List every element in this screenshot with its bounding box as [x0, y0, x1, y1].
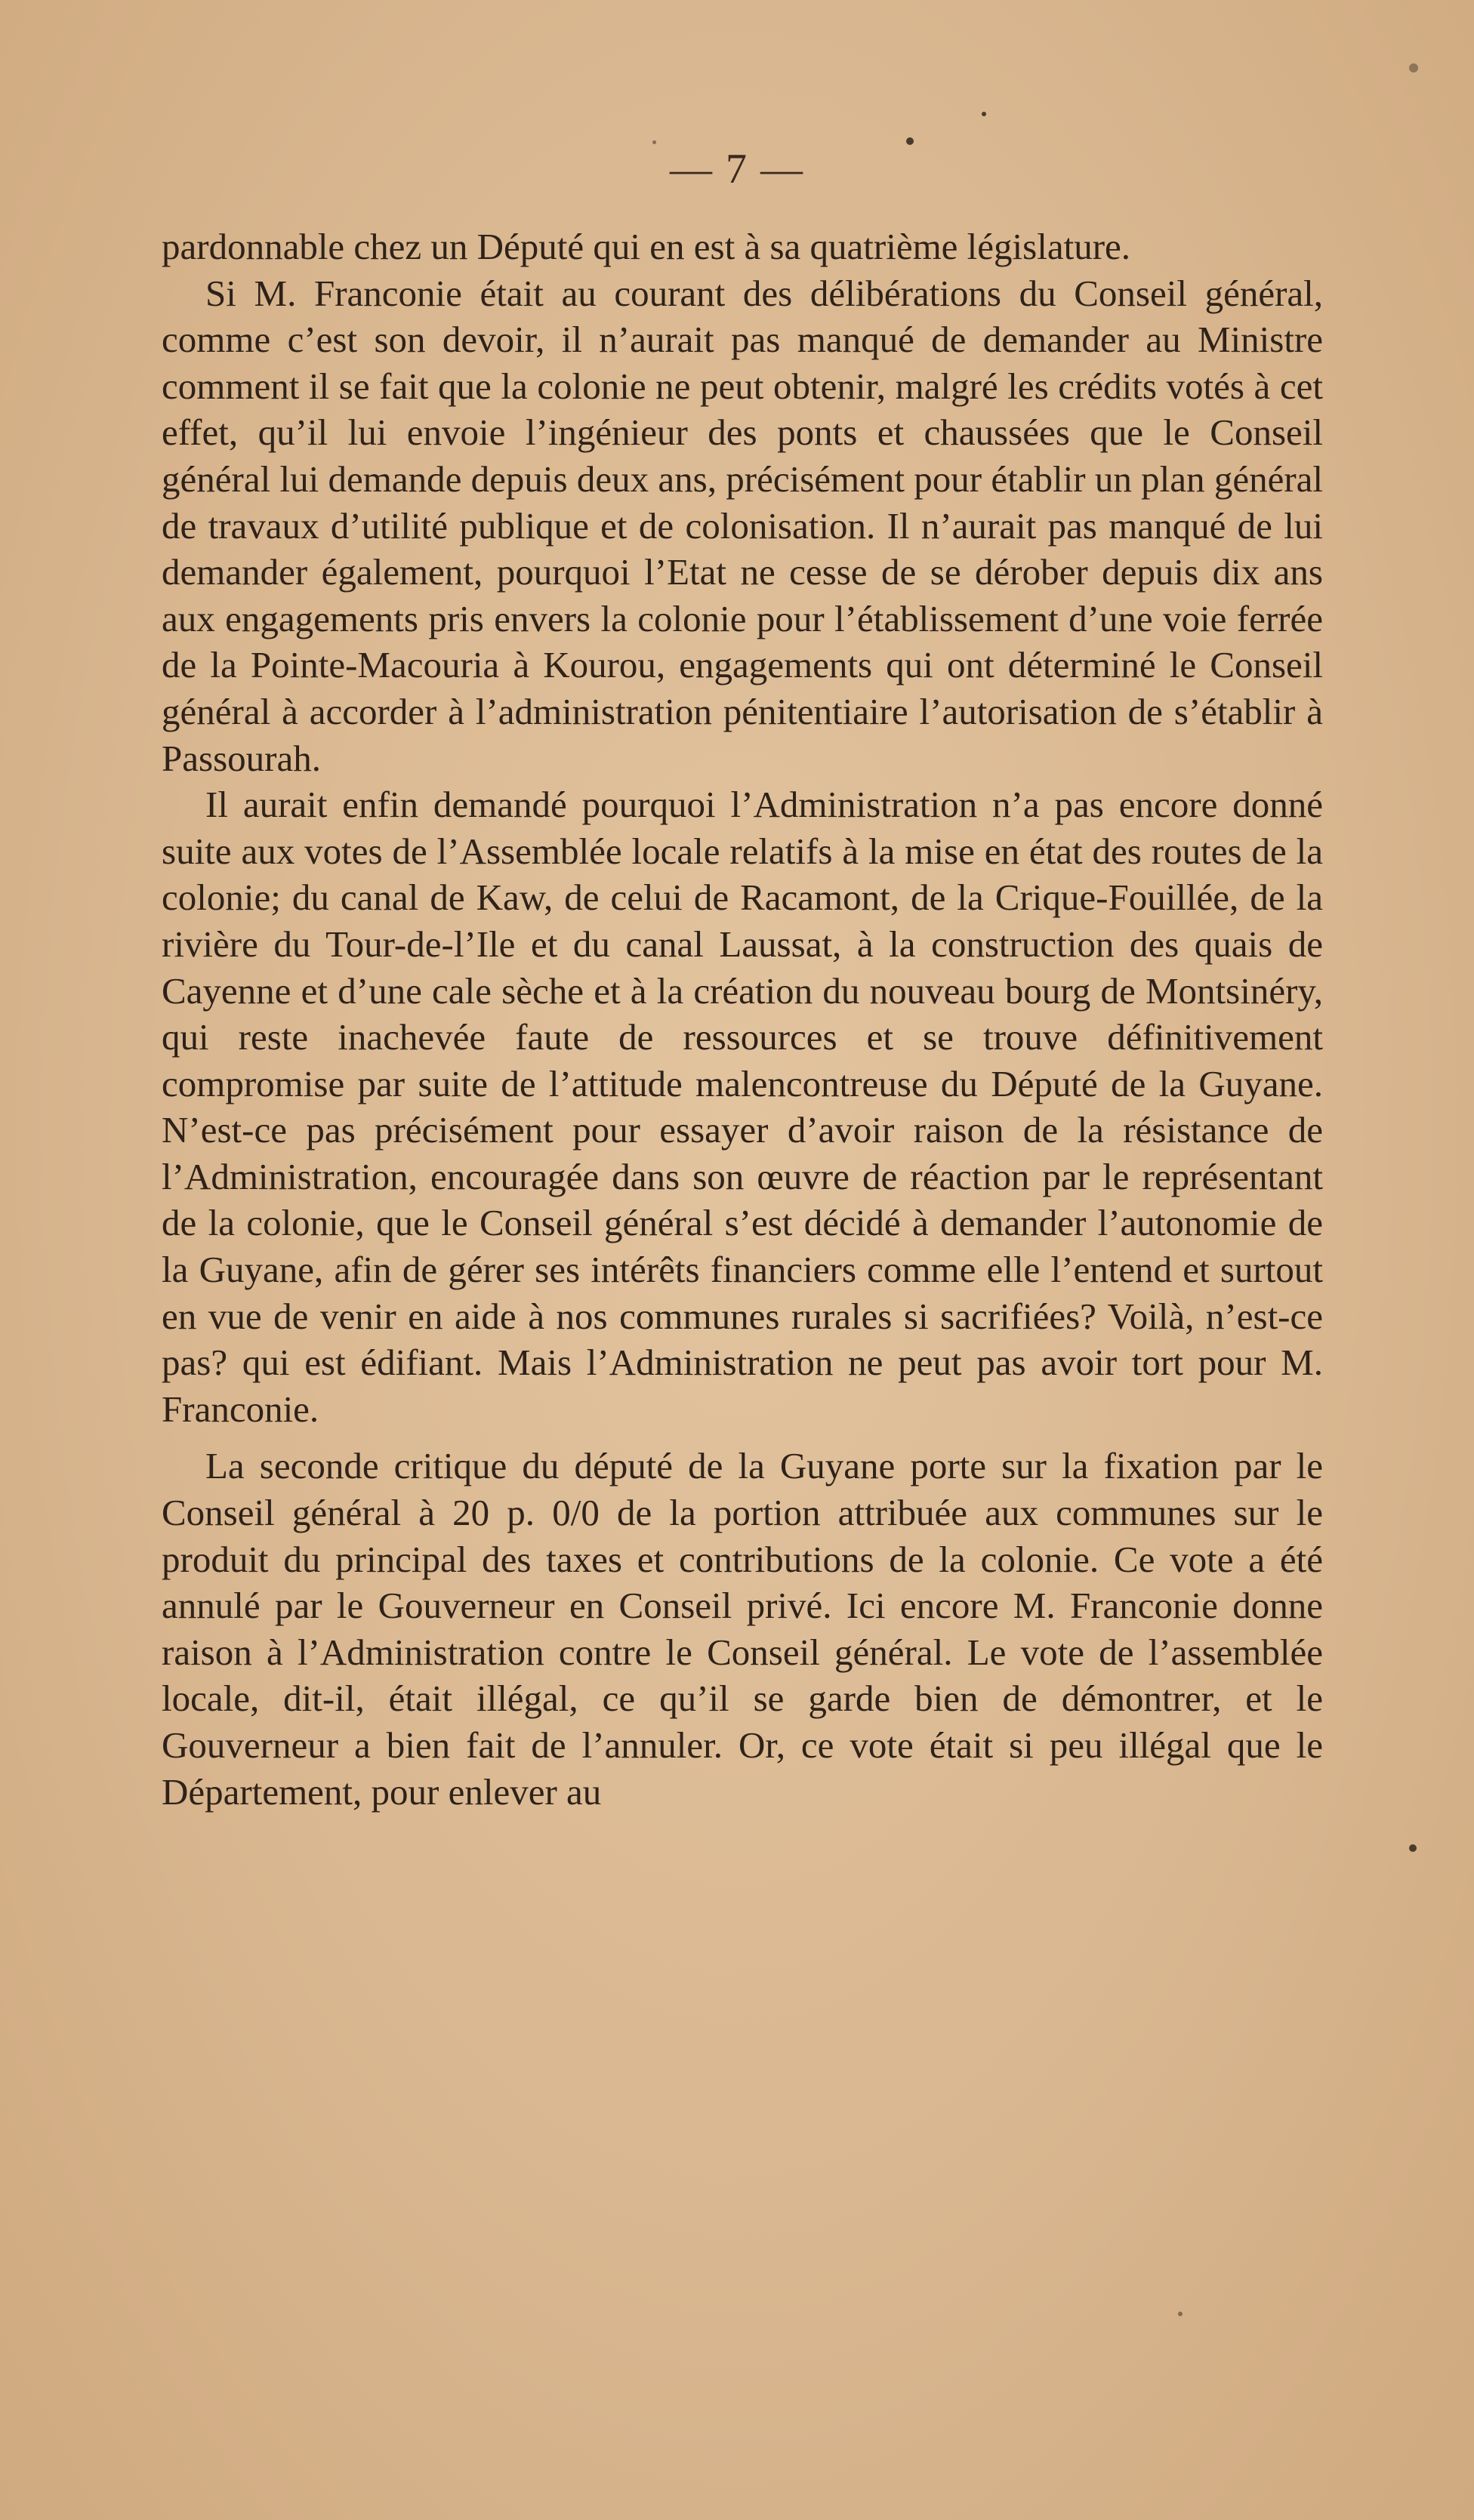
paragraph-continuation: pardonnable chez un Député qui en est à sa quatrième législature.: [162, 226, 1131, 267]
paragraph: Si M. Franconie était au courant des délibérations du Conseil général, comme c’est son devoir, il n’aurait pas manqué de demander au Ministre comment il se fait que la colonie ne peut obtenir, malgré les crédits votés à cet effet, qu’il lui envoie l’ingénieur des ponts et chaussées que le Conseil général lui demande depuis deux ans, précisément pour établir un plan général de travaux d’utilité publique et de colonisation. Il n’aurait pas manqué de lui demander également, pourquoi l’Etat ne cesse de se dérober depuis dix ans aux engagements pris envers la colonie pour l’établissement d’une voie ferrée de la Pointe-Macouria à Kourou, engagements qui ont déterminé le Conseil général à accorder à l’administration pénitentiaire l’autorisation de s’établir à Passourah.: [162, 272, 1323, 779]
ink-speck: [906, 137, 914, 145]
ink-speck: [1409, 1844, 1417, 1852]
ink-speck: [652, 140, 656, 144]
ink-speck: [1178, 2312, 1183, 2316]
ink-speck: [1409, 63, 1418, 72]
page-number: — 7 —: [670, 146, 804, 193]
paragraph: Il aurait enfin demandé pourquoi l’Administration n’a pas encore donné suite aux votes de l’Assemblée locale relatifs à la mise en état des routes de la colonie; du canal de Kaw, de celui de Racamont, de la Crique-Fouillée, de la rivière du Tour-de-l’Ile et du canal Laussat, à la construction des quais de Cayenne et d’une cale sèche et à la création du nouveau bourg de Montsinéry, qui reste inachevée faute de ressources et se trouve définitivement compromise par suite de l’attitude malencontreuse du Député de la Guyane. N’est-ce pas précisément pour essayer d’avoir raison de la résistance de l’Administration, encouragée dans son œuvre de réaction par le représentant de la colonie, que le Conseil général s’est décidé à demander l’autonomie de la Guyane, afin de gérer ses intérêts financiers comme elle l’entend et surtout en vue de venir en aide à nos communes rurales si sacrifiées? Voilà, n’est-ce pas? qui est édifiant. Mais l’Administration ne peut pas avoir tort pour M. Franconie.: [162, 784, 1323, 1430]
ink-speck: [982, 112, 986, 116]
body-text: [162, 223, 1323, 1815]
paragraph: La seconde critique du député de la Guyane porte sur la fixation par le Conseil général à 20 p. 0/0 de la portion attribuée aux communes sur le produit du principal des taxes et contributions de la colonie. Ce vote a été annulé par le Gouverneur en Conseil privé. Ici encore M. Franconie donne raison à l’Administration contre le Conseil général. Le vote de l’assemblée locale, dit-il, était illégal, ce qu’il se garde bien de démontrer, et le Gouverneur a bien fait de l’annuler. Or, ce vote était si peu illégal que le Département, pour enlever au: [162, 1445, 1323, 1813]
